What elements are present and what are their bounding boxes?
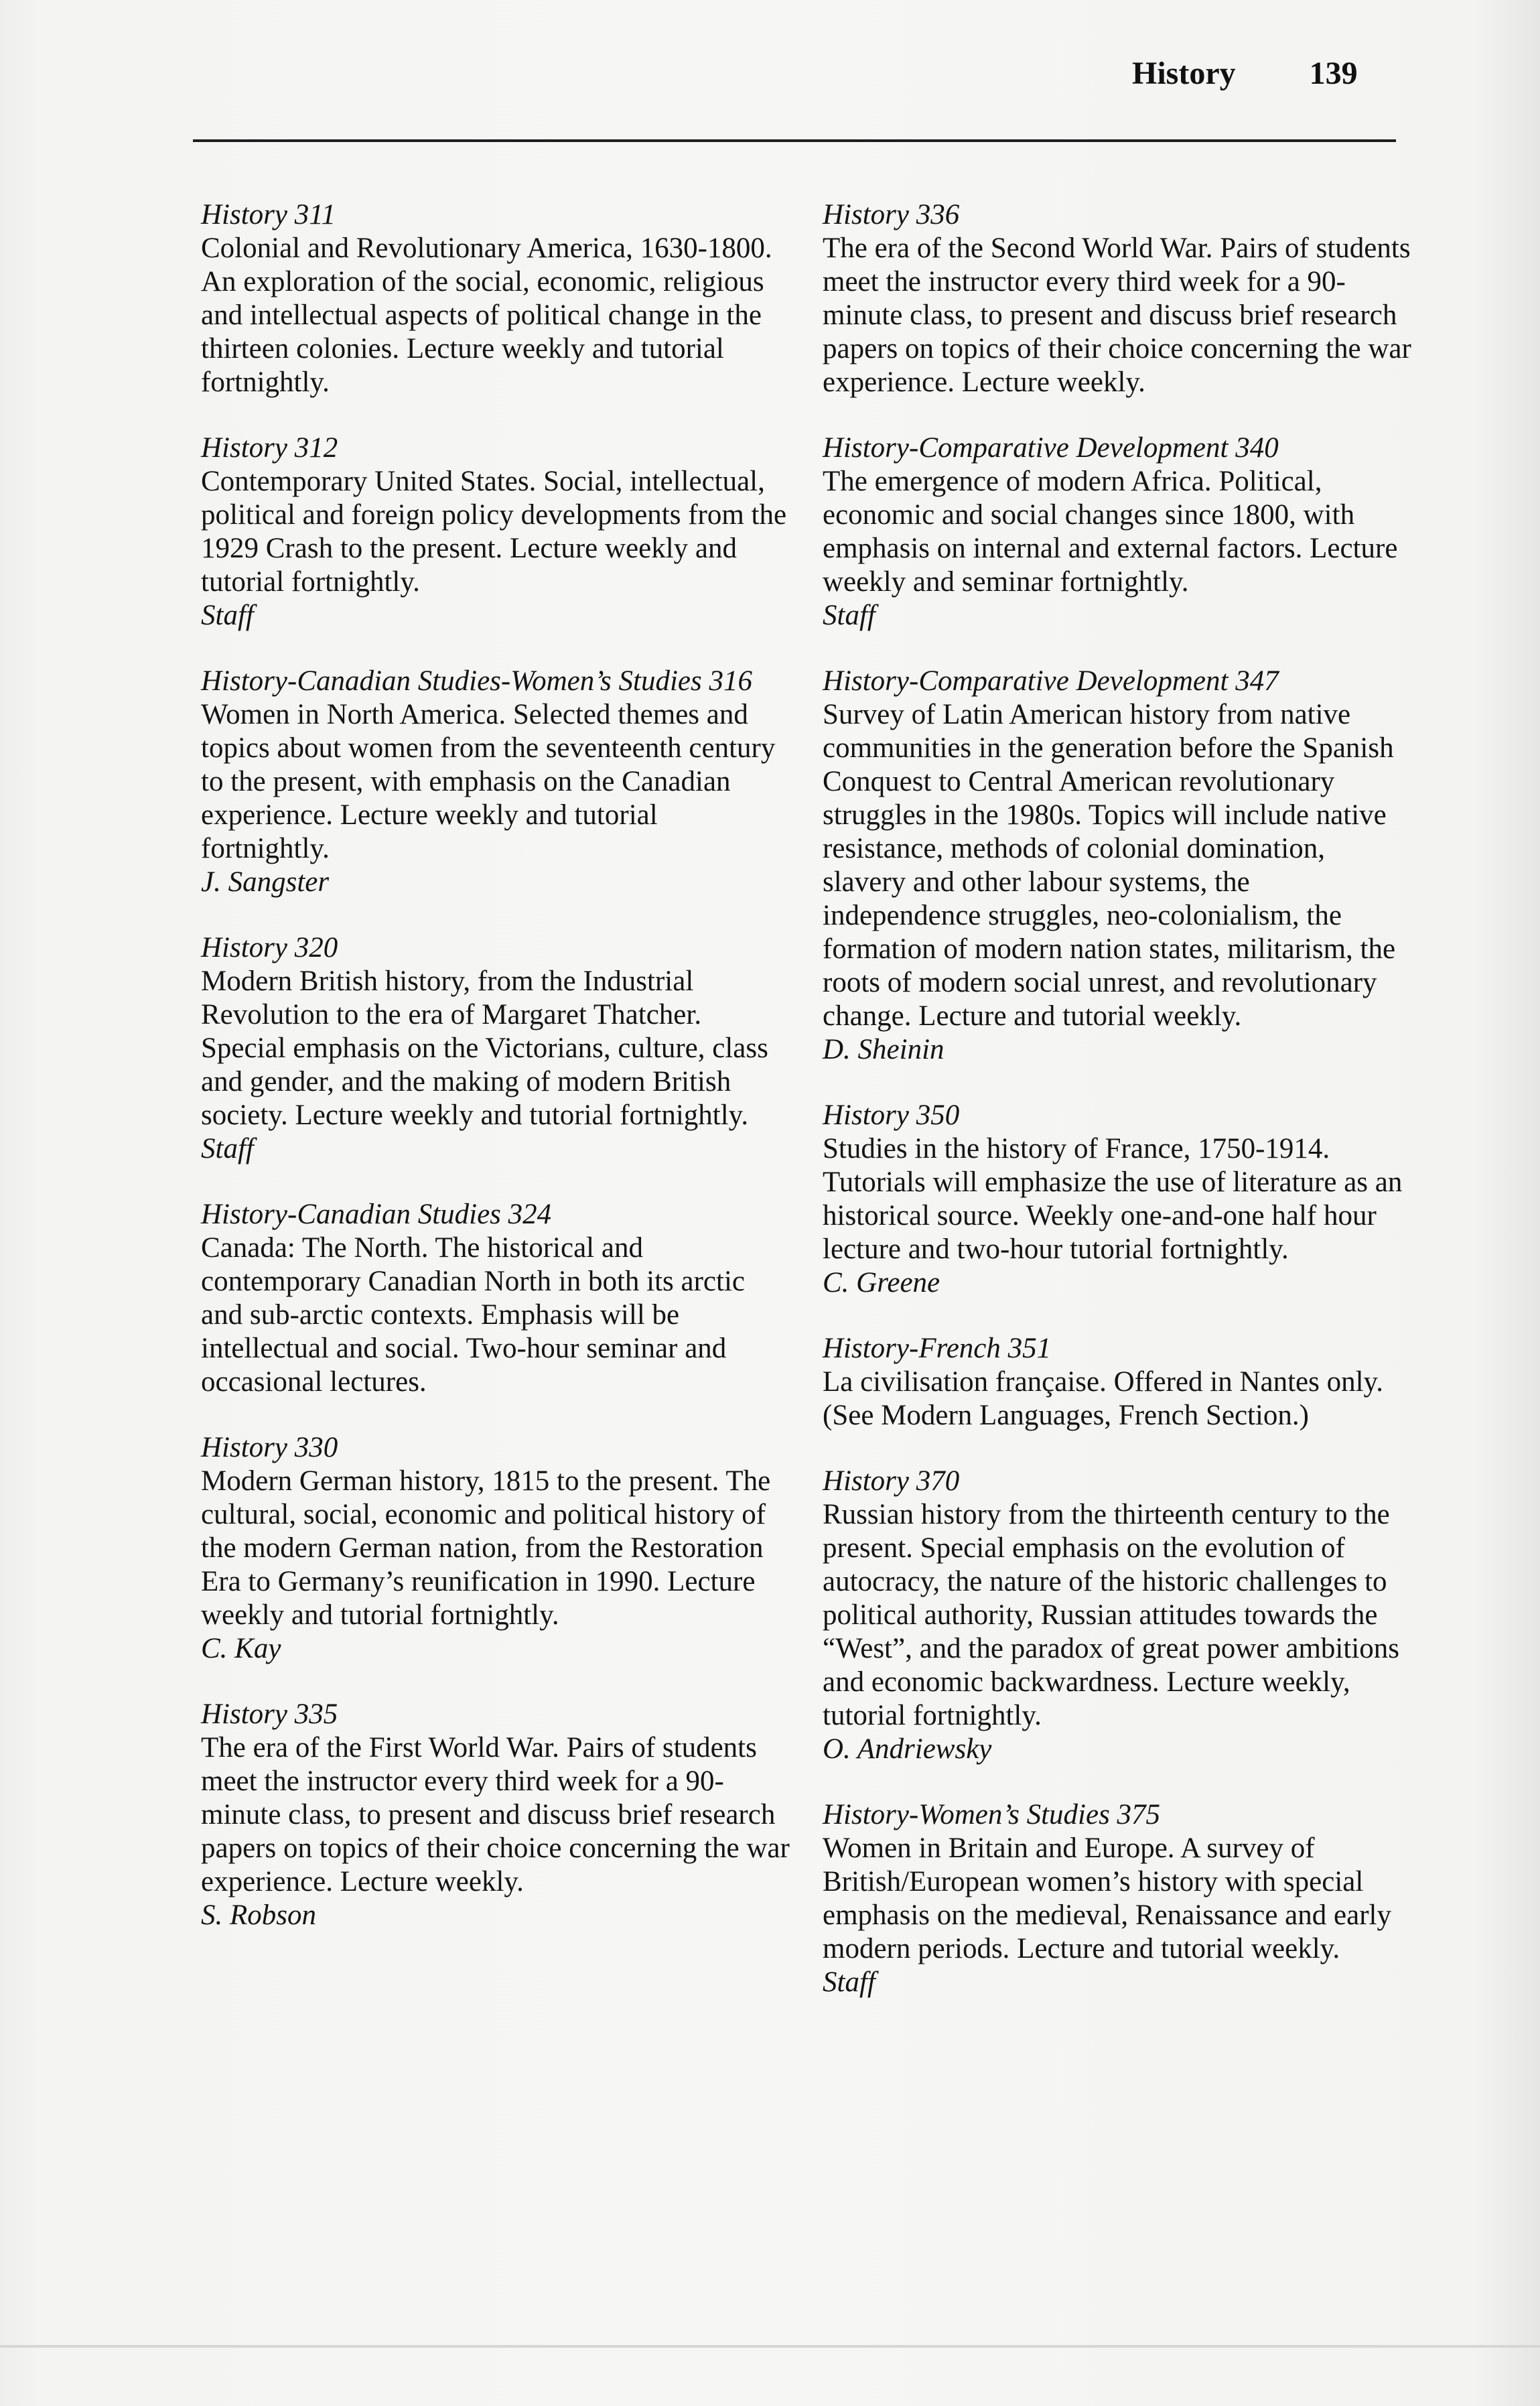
course-title: History 350: [823, 1099, 960, 1131]
course-description: Russian history from the thirteenth century to the present. Special emphasis on the evolution of autocracy, the nature of the historic challenges to political authority, Russian attitudes towards the “West”, and the paradox of great power ambitions and economic backwardness. Lecture weekly, tutorial fortnightly.: [823, 1499, 1400, 1731]
course-instructor: Staff: [823, 1966, 876, 1998]
running-header: [1132, 55, 1400, 109]
course-description: The emergence of modern Africa. Political, economic and social changes since 1800, with emphasis on internal and external factors. Lecture weekly and seminar fortnightly.: [823, 466, 1398, 598]
course-entry-history-340: [823, 431, 1412, 632]
course-title: History 370: [823, 1465, 960, 1497]
course-entry-history-320: [201, 931, 790, 1166]
page-bottom-edge: [0, 2345, 1540, 2348]
course-title: History 330: [201, 1432, 338, 1463]
course-instructor: Staff: [823, 600, 876, 631]
course-entry-history-316: [201, 665, 790, 899]
course-entry-history-324: [201, 1198, 790, 1399]
course-title: History-Women’s Studies 375: [823, 1799, 1161, 1830]
course-entry-history-311: [201, 198, 790, 399]
left-column: [201, 198, 790, 1964]
page-number: 139: [1309, 56, 1358, 91]
course-title: History-Comparative Development 347: [823, 665, 1279, 697]
course-description: Canada: The North. The historical and contemporary Canadian North in both its arctic and sub-arctic contexts. Emphasis will be intellectual and social. Two-hour seminar and occasional lectures.: [201, 1232, 745, 1398]
course-entry-history-335: [201, 1698, 790, 1932]
course-description: Modern British history, from the Industrial Revolution to the era of Margaret Thatcher. Special emphasis on the Victorians, culture, class and gender, and the making of modern British society. Lecture weekly and tutorial fortnightly.: [201, 965, 768, 1131]
course-title: History 336: [823, 199, 960, 230]
right-column: [823, 198, 1412, 2031]
course-description: Women in North America. Selected themes and topics about women from the seventeenth century to the present, with emphasis on the Canadian experience. Lecture weekly and tutorial fortnightly.: [201, 699, 776, 864]
course-instructor: C. Greene: [823, 1267, 940, 1298]
course-title: History-Canadian Studies-Women’s Studies 316: [201, 665, 752, 697]
course-description: Colonial and Revolutionary America, 1630-1800. An exploration of the social, economic, religious and intellectual aspects of political change in the thirteen colonies. Lecture weekly and tutorial fortnightly.: [201, 232, 772, 398]
course-entry-history-350: [823, 1099, 1412, 1300]
course-instructor: S. Robson: [201, 1899, 316, 1931]
course-description: The era of the Second World War. Pairs of students meet the instructor every third week for a 90-minute class, to present and discuss brief research papers on topics of their choice concerning the war experience. Lecture weekly.: [823, 232, 1411, 398]
header-rule: [193, 139, 1396, 142]
course-entry-history-375: [823, 1798, 1412, 1999]
course-entry-history-351: [823, 1332, 1412, 1432]
course-instructor: Staff: [201, 600, 254, 631]
course-title: History-Canadian Studies 324: [201, 1199, 552, 1230]
course-instructor: D. Sheinin: [823, 1034, 944, 1065]
course-title: History-French 351: [823, 1333, 1052, 1364]
course-entry-history-336: [823, 198, 1412, 399]
course-title: History 311: [201, 199, 336, 230]
course-entry-history-347: [823, 665, 1412, 1067]
course-description: Studies in the history of France, 1750-1914. Tutorials will emphasize the use of literature as an historical source. Weekly one-and-one half hour lecture and two-hour tutorial fortnightly.: [823, 1133, 1403, 1265]
course-instructor: C. Kay: [201, 1633, 281, 1664]
course-entry-history-330: [201, 1431, 790, 1666]
course-instructor: O. Andriewsky: [823, 1733, 992, 1765]
course-entry-history-312: [201, 431, 790, 632]
course-description: Modern German history, 1815 to the present. The cultural, social, economic and political history of the modern German nation, from the Restoration Era to Germany’s reunification in 1990. Lecture weekly and tutorial fortnightly.: [201, 1465, 771, 1631]
course-description: Survey of Latin American history from native communities in the generation before the Spanish Conquest to Central American revolutionary struggles in the 1980s. Topics will include native resistance, methods of colonial domination, slavery and other labour systems, the independence struggles, neo-colonialism, the formation of modern nation states, militarism, the roots of modern social unrest, and revolutionary change. Lecture and tutorial weekly.: [823, 699, 1396, 1032]
course-title: History 320: [201, 932, 338, 963]
course-instructor: Staff: [201, 1133, 254, 1164]
course-description: Women in Britain and Europe. A survey of British/European women’s history with special emphasis on the medieval, Renaissance and early modern periods. Lecture and tutorial weekly.: [823, 1832, 1391, 1964]
course-title: History 312: [201, 432, 338, 464]
course-entry-history-370: [823, 1465, 1412, 1766]
course-title: History-Comparative Development 340: [823, 432, 1279, 464]
course-description: The era of the First World War. Pairs of students meet the instructor every third week for a 90-minute class, to present and discuss brief research papers on topics of their choice concerning the war experience. Lecture weekly.: [201, 1732, 790, 1897]
course-description: La civilisation française. Offered in Nantes only. (See Modern Languages, French Section.): [823, 1366, 1384, 1431]
course-description: Contemporary United States. Social, intellectual, political and foreign policy developments from the 1929 Crash to the present. Lecture weekly and tutorial fortnightly.: [201, 466, 787, 598]
section-title: History: [1132, 56, 1236, 91]
course-instructor: J. Sangster: [201, 866, 330, 898]
course-title: History 335: [201, 1698, 338, 1730]
